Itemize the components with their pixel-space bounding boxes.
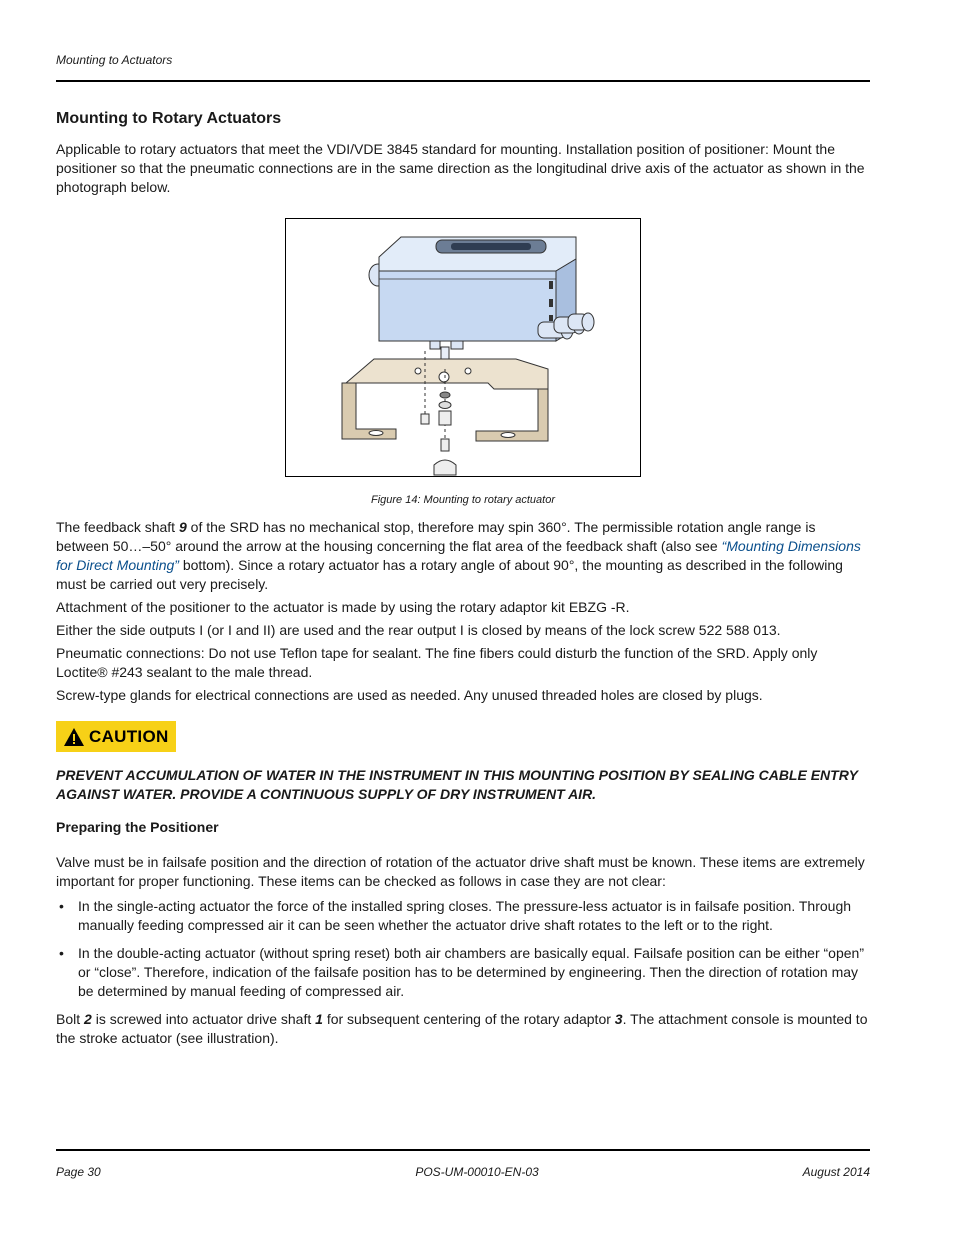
document-id: POS-UM-00010-EN-03 bbox=[415, 1165, 539, 1179]
feedback-paragraph bbox=[56, 518, 870, 594]
footer-rule bbox=[56, 1149, 870, 1151]
paragraph-side-outputs: Either the side outputs I (or I and II) are used and the rear output I is closed by means of the lock screw 522 588 013. bbox=[56, 622, 781, 638]
caution-label: CAUTION bbox=[89, 727, 169, 746]
paragraph-attachment: Attachment of the positioner to the actuator is made by using the rotary adaptor kit EBZG -R. bbox=[56, 599, 630, 615]
bolt-text-2: is screwed into actuator drive shaft bbox=[91, 1011, 316, 1027]
caution-message: PREVENT ACCUMULATION OF WATER IN THE INSTRUMENT IN THIS MOUNTING POSITION BY SEALING CABLE ENTRY AGAINST WATER. PROVIDE A CONTINUOUS SUPPLY OF DRY INSTRUMENT AIR. bbox=[56, 767, 858, 802]
warning-triangle-icon bbox=[63, 727, 85, 747]
main-content bbox=[56, 108, 870, 1052]
feedback-text-3: bottom). Since a rotary actuator has a rotary angle of about 90°, the mounting as described in the following must be carried out very precisely. bbox=[56, 557, 843, 592]
figure-rotary-mounting bbox=[285, 218, 641, 477]
mounting-dimensions-link[interactable]: “Mounting Dimensions for Direct Mounting” bbox=[56, 538, 861, 573]
running-header: Mounting to Actuators bbox=[56, 53, 173, 67]
paragraph-pneumatic: Pneumatic connections: Do not use Teflon tape for sealant. The fine fibers could disturb the function of the SRD. Apply only Loctite® #243 sealant to the male thread. bbox=[56, 645, 818, 680]
preparing-heading: Preparing the Positioner bbox=[56, 819, 219, 835]
figure-caption: Figure 14: Mounting to rotary actuator bbox=[370, 494, 556, 506]
feedback-shaft-number: 9 bbox=[178, 519, 187, 535]
caution-badge bbox=[56, 721, 176, 752]
feedback-text-2: of the SRD has no mechanical stop, therefore may spin 360°. The permissible rotation angle range is between 50…–50° around the arrow at the housing concerning the flat area of the feedback shaft (also see bbox=[56, 519, 816, 554]
feedback-text-1: The feedback shaft bbox=[56, 519, 179, 535]
bolt-text-1: Bolt bbox=[56, 1011, 85, 1027]
bolt-paragraph bbox=[56, 1010, 870, 1048]
bolt-number: 2 bbox=[84, 1011, 92, 1027]
intro-paragraph: Applicable to rotary actuators that meet the VDI/VDE 3845 standard for mounting. Installation position of positioner: Mount the positioner so that the pneumatic connections are in the same direction as the longitudinal drive axis of the actuator as shown in the photograph below. bbox=[56, 141, 865, 195]
rotary-adaptor-number: 3 bbox=[614, 1011, 623, 1027]
preparing-list bbox=[56, 897, 870, 1001]
publication-date: August 2014 bbox=[802, 1165, 870, 1179]
header-rule bbox=[56, 80, 870, 82]
bolt-text-3: for subsequent centering of the rotary adaptor bbox=[322, 1011, 615, 1027]
rotary-mounting-illustration bbox=[286, 219, 640, 476]
section-title: Mounting to Rotary Actuators bbox=[56, 110, 282, 127]
bolt-text-4: . The attachment console is mounted to the stroke actuator (see illustration). bbox=[56, 1011, 868, 1046]
preparing-intro: Valve must be in failsafe position and the direction of rotation of the actuator drive shaft must be known. These items are extremely important for proper functioning. These items can be checked as follows in case they are not clear: bbox=[56, 854, 865, 889]
page-number: Page 30 bbox=[56, 1165, 101, 1179]
paragraph-glands: Screw-type glands for electrical connections are used as needed. Any unused threaded holes are closed by plugs. bbox=[56, 687, 763, 703]
list-item: • In the double-acting actuator (without spring reset) both air chambers are basically equal. Failsafe position can be either “open” or “close”. Therefore, indication of the failsafe position has to be determined by engineering. Then the direction of rotation may be determined by manual feeding of compressed air. bbox=[56, 944, 870, 1001]
list-item: • In the single-acting actuator the force of the installed spring closes. The pressure-less actuator is in failsafe position. Through manually feeding compressed air it can be seen whether the actuator drive shaft rotates to the left or to the right. bbox=[56, 897, 870, 935]
drive-shaft-number: 1 bbox=[315, 1011, 323, 1027]
